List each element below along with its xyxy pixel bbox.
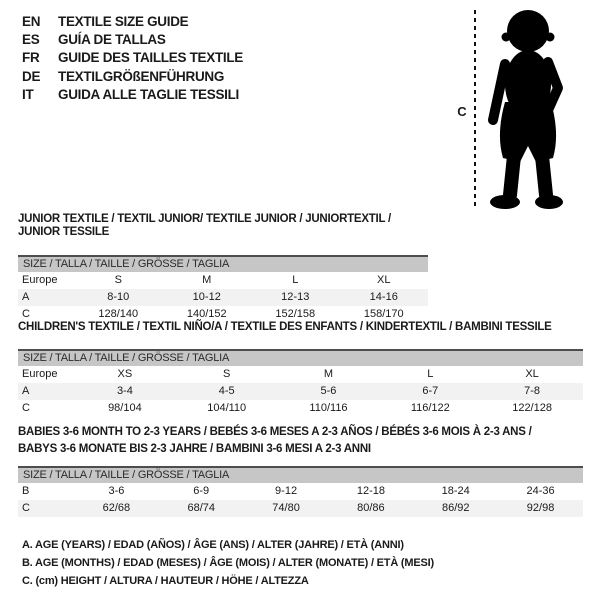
language-code: DE <box>22 68 41 84</box>
footnote-b: B. AGE (MONTHS) / EDAD (MESES) / ÂGE (MOIS) / ALTER (MONATE) / ETÀ (MESI) <box>22 557 434 569</box>
height-cell: 92/98 <box>526 502 555 514</box>
language-code: IT <box>22 87 34 103</box>
height-cell: 80/86 <box>357 502 385 514</box>
size-cell: XS <box>117 368 133 380</box>
size-cell: XL <box>525 368 539 380</box>
language-row-fr <box>22 49 243 67</box>
age-cell: 6-7 <box>422 385 439 397</box>
height-cell: 110/116 <box>309 402 348 414</box>
babies-size-table <box>18 424 583 517</box>
language-title: GUIDA ALLE TAGLIE TESSILI <box>58 87 239 103</box>
age-cell: 18-24 <box>441 485 470 497</box>
row-label: Europe <box>22 274 58 286</box>
height-cell: 98/104 <box>108 402 142 414</box>
height-cell: 122/128 <box>512 402 552 414</box>
junior-size-table <box>18 213 428 323</box>
age-cell: 7-8 <box>524 385 541 397</box>
table-row-c <box>18 400 583 417</box>
junior-table-title: JUNIOR TEXTILE / TEXTIL JUNIOR/ TEXTILE JUNIOR / JUNIORTEXTIL / JUNIOR TESSILE <box>18 213 391 238</box>
table-row-b <box>18 483 583 500</box>
language-title: TEXTILE SIZE GUIDE <box>58 13 189 29</box>
size-cell: L <box>292 274 299 286</box>
height-measure-label: C <box>457 104 467 119</box>
table-row-europe <box>18 272 428 289</box>
age-cell: 9-12 <box>275 485 298 497</box>
height-cell: 158/170 <box>363 308 404 320</box>
language-row-es <box>22 30 243 48</box>
size-cell: XL <box>377 274 391 286</box>
height-cell: 128/140 <box>98 308 139 320</box>
size-cell: L <box>427 368 434 380</box>
row-label: C <box>22 402 30 414</box>
language-title-list <box>22 12 243 104</box>
row-label: A <box>22 291 30 303</box>
row-label: C <box>22 502 30 514</box>
childrens-size-table <box>18 321 583 417</box>
childrens-table-title: CHILDREN'S TEXTILE / TEXTIL NIÑO/A / TEXTILE DES ENFANTS / KINDERTEXTIL / BAMBINI TESSILE <box>18 321 552 333</box>
language-title: GUIDE DES TAILLES TEXTILE <box>58 50 244 66</box>
size-cell: M <box>323 368 334 380</box>
footnote-c: C. (cm) HEIGHT / ALTURA / HAUTEUR / HÖHE / ALTEZZA <box>22 575 309 587</box>
age-cell: 12-18 <box>356 485 385 497</box>
age-cell: 8-10 <box>107 291 130 303</box>
language-code: EN <box>22 13 41 29</box>
table-row-c <box>18 500 583 517</box>
footnote-list <box>22 536 434 590</box>
babies-table-title-line1: BABIES 3-6 MONTH TO 2-3 YEARS / BEBÉS 3-6 MESES A 2-3 AÑOS / BÉBÉS 3-6 MOIS À 2-3 ANS / <box>18 426 532 438</box>
size-cell: S <box>223 368 231 380</box>
height-cell: 68/74 <box>187 502 215 514</box>
size-header-bar: SIZE / TALLA / TAILLE / GRÖSSE / TAGLIA <box>18 349 583 366</box>
language-code: ES <box>22 32 40 48</box>
language-row-de <box>22 67 243 85</box>
size-cell: M <box>202 274 212 286</box>
size-header-bar: SIZE / TALLA / TAILLE / GRÖSSE / TAGLIA <box>18 466 583 483</box>
size-header-bar: SIZE / TALLA / TAILLE / GRÖSSE / TAGLIA <box>18 255 428 272</box>
footnote-a: A. AGE (YEARS) / EDAD (AÑOS) / ÂGE (ANS) / ALTER (JAHRE) / ETÀ (ANNI) <box>22 539 404 551</box>
age-cell: 10-12 <box>192 291 221 303</box>
age-cell: 24-36 <box>526 485 555 497</box>
height-cell: 86/92 <box>441 502 470 514</box>
babies-table-title-line2: BABYS 3-6 MONATE BIS 2-3 JAHRE / BAMBINI 3-6 MESI A 2-3 ANNI <box>18 442 371 455</box>
language-title: GUÍA DE TALLAS <box>58 32 166 48</box>
height-cell: 152/158 <box>275 308 316 320</box>
age-cell: 3-4 <box>116 385 133 397</box>
height-cell: 104/110 <box>207 402 247 414</box>
row-label: C <box>22 308 30 320</box>
age-cell: 6-9 <box>193 485 210 497</box>
height-cell: 74/80 <box>272 502 300 514</box>
age-cell: 14-16 <box>369 291 398 303</box>
height-cell: 140/152 <box>186 308 227 320</box>
table-row-a <box>18 289 428 306</box>
language-code: FR <box>22 50 40 66</box>
babies-table-titles <box>18 424 583 457</box>
height-cell: 62/68 <box>102 502 131 514</box>
baby-silhouette <box>482 6 574 212</box>
row-label: A <box>22 385 30 397</box>
language-title: TEXTILGRÖßENFÜHRUNG <box>58 68 225 84</box>
table-row-europe <box>18 366 583 383</box>
row-label: Europe <box>22 368 58 380</box>
age-cell: 12-13 <box>281 291 310 303</box>
age-cell: 3-6 <box>108 485 125 497</box>
table-row-a <box>18 383 583 400</box>
language-row-en <box>22 12 243 30</box>
height-measure-dashed-line <box>474 10 476 210</box>
row-label: B <box>22 485 30 497</box>
height-cell: 116/122 <box>410 402 450 414</box>
size-cell: S <box>114 274 122 286</box>
age-cell: 4-5 <box>218 385 235 397</box>
language-row-it <box>22 86 243 104</box>
age-cell: 5-6 <box>320 385 337 397</box>
